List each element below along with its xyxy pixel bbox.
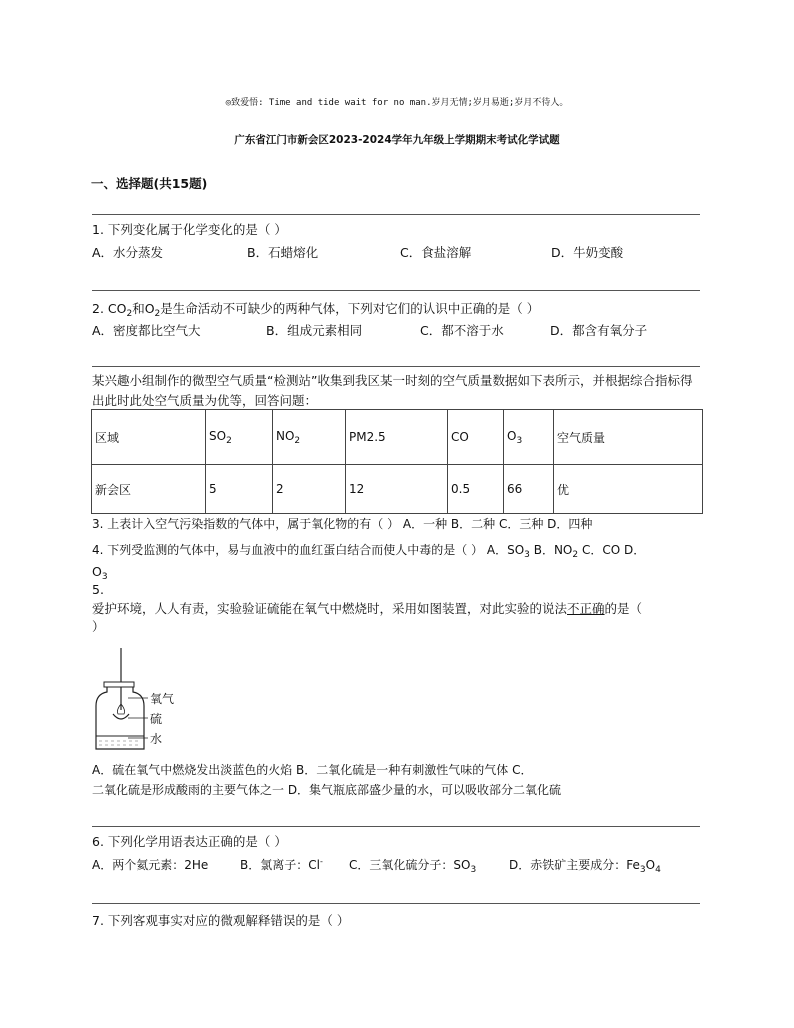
table-header-cell: CO	[448, 410, 504, 465]
q5-options-line2: 二氧化硫是形成酸雨的主要气体之一 D．集气瓶底部盛少量的水，可以吸收部分二氧化硫	[92, 783, 562, 797]
table-header-cell: 区域	[92, 410, 206, 465]
table-header-cell: 空气质量	[554, 410, 703, 465]
q5-number: 5.	[92, 582, 104, 597]
q5-options-line1: A．硫在氧气中燃烧发出淡蓝色的火焰 B．二氧化硫是一种有刺激性气味的气体 C．	[92, 763, 533, 777]
page-motto: ◎致爱悟: Time and tide wait for no man.岁月无情;岁月易逝;岁月不待人。	[225, 98, 569, 108]
table-cell: 优	[554, 465, 703, 514]
air-quality-intro: 某兴趣小组制作的微型空气质量“检测站”收集到我区某一时刻的空气质量数据如下表所示，并根据综合指标得出此时此处空气质量为优等，回答问题：	[92, 373, 693, 408]
q1-stem: 1. 下列变化属于化学变化的是（ ）	[92, 222, 287, 237]
q7-stem: 7. 下列客观事实对应的微观解释错误的是（ ）	[92, 913, 350, 928]
table-cell: 2	[273, 465, 346, 514]
section-heading: 一、选择题(共15题)	[91, 176, 208, 191]
divider	[92, 290, 700, 291]
q6-option-d: D．赤铁矿主要成分：$Fe_3O_4$	[509, 858, 661, 875]
q1-option-c: C．食盐溶解	[400, 245, 472, 260]
table-cell: 0.5	[448, 465, 504, 514]
divider	[92, 366, 700, 367]
divider	[92, 214, 700, 215]
table-cell: 12	[346, 465, 448, 514]
diagram-label-oxygen: 氧气	[150, 692, 175, 706]
divider	[92, 826, 700, 827]
q2-option-b: B．组成元素相同	[266, 323, 363, 338]
table-cell: 66	[504, 465, 554, 514]
q1-option-a: A．水分蒸发	[92, 245, 164, 260]
q2-option-a: A．密度都比空气大	[92, 323, 201, 338]
table-header-cell: $O_3$	[504, 410, 554, 465]
q4-text-continued: $O_3$	[92, 564, 108, 582]
q2-option-d: D．都含有氧分子	[550, 323, 648, 338]
q6-option-c: C．三氧化硫分子：$SO_3$	[349, 858, 477, 875]
air-quality-table	[91, 409, 703, 514]
q1-option-b: B．石蜡熔化	[247, 245, 319, 260]
table-header-cell: PM2.5	[346, 410, 448, 465]
diagram-label-water: 水	[150, 732, 163, 746]
table-cell: 5	[206, 465, 273, 514]
q1-option-d: D．牛奶变酸	[551, 245, 624, 260]
q2-stem: 2. $CO_2$和$O_2$是生命活动不可缺少的两种气体，下列对它们的认识中正确的是（ ）	[92, 301, 540, 319]
sulfur-combustion-apparatus-diagram	[90, 648, 200, 752]
q2-option-c: C．都不溶于水	[420, 323, 504, 338]
table-cell: 新会区	[92, 465, 206, 514]
q6-option-a: A．两个氦元素：2He	[92, 858, 209, 872]
q3-text: 3. 上表计入空气污染指数的气体中，属于氧化物的有（ ） A．一种 B．二种 C．三种 D．四种	[92, 517, 593, 531]
q5-stem: 爱护环境，人人有责，实验验证硫能在氧气中燃烧时，采用如图装置，对此实验的说法不正确的是（	[92, 601, 643, 616]
q5-stem-close: ）	[92, 619, 105, 634]
q6-option-b: B．氯离子：Cl-	[240, 857, 323, 872]
diagram-label-sulfur: 硫	[150, 712, 163, 726]
exam-title: 广东省江门市新会区2023-2024学年九年级上学期期末考试化学试题	[234, 134, 560, 146]
q4-text: 4. 下列受监测的气体中，易与血液中的血红蛋白结合而使人中毒的是（ ） A．$SO_3$ B．$NO_2$ C．CO D．	[92, 543, 646, 560]
q6-stem: 6. 下列化学用语表达正确的是（ ）	[92, 834, 287, 849]
divider	[92, 903, 700, 904]
table-header-cell: $NO_2$	[273, 410, 346, 465]
table-header-cell: $SO_2$	[206, 410, 273, 465]
